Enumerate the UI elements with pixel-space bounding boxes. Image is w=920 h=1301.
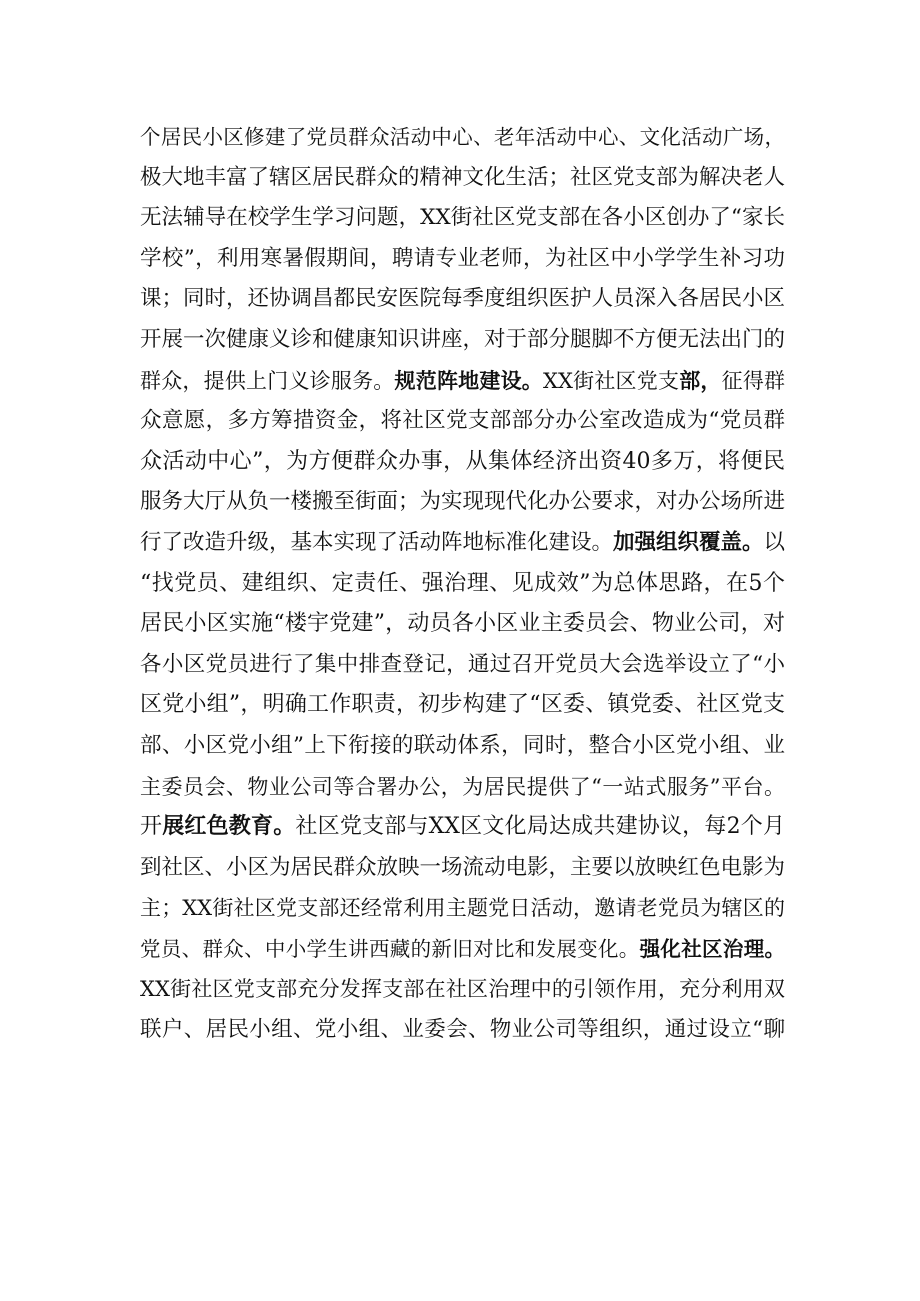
body-text: 行了改造升级，基本实现了活动阵地标准化建设。 bbox=[140, 529, 614, 555]
body-text: 无法辅导在校学生学习问题，XX街社区党支部在各小区创办了“家长 bbox=[140, 205, 785, 231]
text-line bbox=[140, 239, 785, 280]
body-text: 课；同时，还协调昌都民安医院每季度组织医护人员深入各居民小区 bbox=[140, 286, 785, 312]
text-line bbox=[140, 198, 785, 239]
body-text: 主委员会、物业公司等合署办公，为居民提供了“一站式服务”平台。 bbox=[140, 774, 785, 799]
text-line bbox=[140, 523, 785, 564]
text-line bbox=[140, 888, 785, 929]
body-text: 各小区党员进行了集中排查登记，通过召开党员大会选举设立了“小 bbox=[140, 651, 785, 677]
text-line bbox=[140, 401, 785, 442]
body-text: 众活动中心”，为方便群众办事，从集体经济出资40多万，将便民 bbox=[140, 448, 785, 474]
text-line bbox=[140, 361, 785, 402]
body-text: 主；XX街社区党支部还经常利用主题党日活动，邀请老党员为辖区的 bbox=[140, 896, 785, 921]
text-line bbox=[140, 564, 785, 605]
text-line bbox=[140, 442, 785, 483]
text-line bbox=[140, 767, 785, 808]
text-line bbox=[140, 117, 785, 158]
body-text: XX街社区党支 bbox=[543, 368, 680, 393]
body-text: 征得群 bbox=[721, 368, 785, 393]
text-line bbox=[140, 726, 785, 767]
body-text: 极大地丰富了辖区居民群众的精神文化生活；社区党支部为解决老人 bbox=[140, 164, 785, 190]
body-text: 以 bbox=[763, 529, 785, 555]
text-line bbox=[140, 848, 785, 889]
text-line bbox=[140, 969, 785, 1010]
text-line bbox=[140, 685, 785, 726]
bold-heading-text: 部， bbox=[679, 368, 722, 393]
text-line bbox=[140, 158, 785, 199]
body-text: 学校”，利用寒暑假期间，聘请专业老师，为社区中小学学生补习功 bbox=[140, 245, 785, 271]
body-text: 开展一次健康义诊和健康知识讲座，对于部分腿脚不方便无法出门的 bbox=[140, 326, 785, 352]
body-text: 到社区、小区为居民群众放映一场流动电影，主要以放映红色电影为 bbox=[140, 854, 785, 880]
bold-heading-text: 展红色教育。 bbox=[162, 814, 296, 840]
body-text: 开 bbox=[140, 814, 163, 840]
text-line bbox=[140, 1010, 785, 1051]
text-line bbox=[140, 482, 785, 523]
body-text: 党员、群众、中小学生讲西藏的新旧对比和发展变化。 bbox=[140, 936, 640, 961]
body-text: 服务大厅从负一楼搬至街面；为实现现代化办公要求，对办公场所进 bbox=[140, 489, 785, 515]
text-line bbox=[140, 604, 785, 645]
bold-heading-text: 规范阵地建设。 bbox=[394, 368, 544, 393]
body-text: 众意愿，多方筹措资金，将社区党支部部分办公室改造成为“党员群 bbox=[140, 408, 785, 434]
body-text: 部、小区党小组”上下衔接的联动体系，同时，整合小区党小组、业 bbox=[140, 732, 785, 758]
text-line bbox=[140, 279, 785, 320]
text-line bbox=[140, 645, 785, 686]
body-text: 社区党支部与XX区文化局达成共建协议，每2个月 bbox=[295, 814, 785, 840]
body-text: 联户、居民小组、党小组、业委会、物业公司等组织，通过设立“聊 bbox=[140, 1017, 785, 1043]
text-line bbox=[140, 929, 785, 970]
body-text: “找党员、建组织、定责任、强治理、见成效”为总体思路，在5个 bbox=[140, 570, 785, 596]
bold-heading-text: 强化社区治理。 bbox=[639, 936, 785, 961]
body-text: 区党小组”，明确工作职责，初步构建了“区委、镇党委、社区党支 bbox=[140, 692, 785, 718]
body-paragraph bbox=[140, 117, 785, 1051]
text-line bbox=[140, 320, 785, 361]
body-text: 个居民小区修建了党员群众活动中心、老年活动中心、文化活动广场， bbox=[140, 125, 785, 149]
text-line bbox=[140, 807, 785, 848]
bold-heading-text: 加强组织覆盖。 bbox=[613, 529, 764, 555]
body-text: 群众，提供上门义诊服务。 bbox=[140, 368, 395, 393]
body-text: 居民小区实施“楼宇党建”，动员各小区业主委员会、物业公司，对 bbox=[140, 611, 785, 637]
body-text: XX街社区党支部充分发挥支部在社区治理中的引领作用，充分利用双 bbox=[140, 977, 785, 1002]
